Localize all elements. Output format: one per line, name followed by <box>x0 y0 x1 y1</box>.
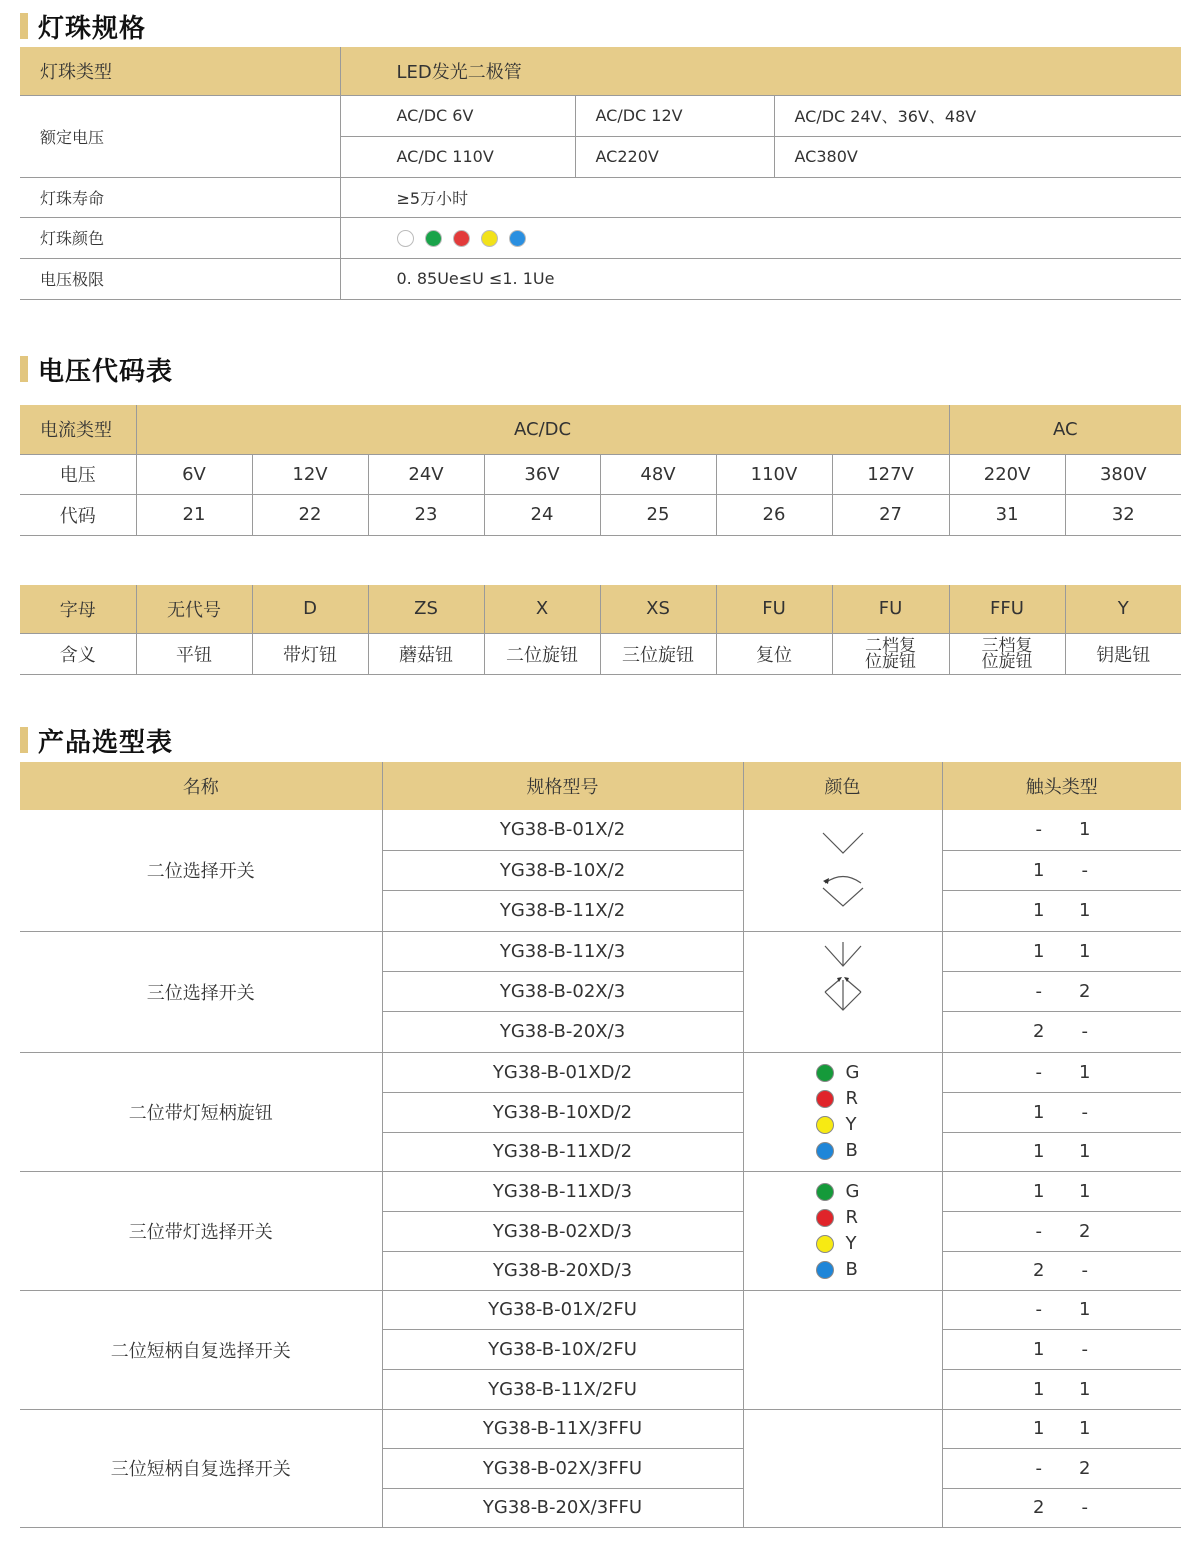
voltage-cell: 380V <box>1065 454 1181 494</box>
yellow-dot-icon <box>816 1235 834 1253</box>
contact-cell <box>942 971 1181 1011</box>
contact-no: 1 <box>1033 1101 1045 1123</box>
product-name: 二位带灯短柄旋钮 <box>20 1052 382 1171</box>
letter-cell: FFU <box>949 585 1065 633</box>
lamp-color-row <box>744 1257 942 1283</box>
contact-nc: 1 <box>1079 819 1091 841</box>
spec-voltage-cell: AC220V <box>575 136 774 177</box>
contact-no: 2 <box>1033 1497 1045 1518</box>
yellow-dot-icon <box>816 1116 834 1134</box>
lamp-color-row <box>744 1138 942 1164</box>
spec-life-label: 灯珠寿命 <box>20 177 340 217</box>
section-marker <box>20 13 28 39</box>
contact-no: - <box>1035 980 1042 1002</box>
lamp-color-row <box>744 1179 942 1205</box>
code-cell: 32 <box>1065 494 1181 535</box>
section-marker <box>20 727 28 753</box>
blue-dot-icon <box>509 230 526 247</box>
contact-nc: 1 <box>1079 900 1091 921</box>
contact-no: - <box>1035 1061 1042 1083</box>
lamp-color-row <box>744 1205 942 1231</box>
voltage-cell: 6V <box>136 454 252 494</box>
yellow-dot-icon <box>481 230 498 247</box>
contact-no: 1 <box>1033 900 1045 921</box>
model-cell: YG38-B-02X/3FFU <box>382 1448 743 1488</box>
contact-no: - <box>1035 1457 1042 1479</box>
voltage-cell: 220V <box>949 454 1065 494</box>
contact-no: 1 <box>1033 1378 1045 1400</box>
contact-no: - <box>1035 1299 1042 1320</box>
meaning-cell: 带灯钮 <box>252 633 368 674</box>
contact-no: 2 <box>1033 1021 1045 1042</box>
lamp-color-row <box>744 1060 942 1086</box>
code-cell: 21 <box>136 494 252 535</box>
green-dot-icon <box>425 230 442 247</box>
blue-dot-icon <box>816 1261 834 1279</box>
lamp-color-letter: Y <box>845 1113 857 1135</box>
contact-cell <box>942 1132 1181 1171</box>
model-cell: YG38-B-11XD/2 <box>382 1132 743 1171</box>
meaning-cell: 二档复 位旋钮 <box>832 633 949 674</box>
section-title-text: 电压代码表 <box>38 356 174 387</box>
contact-nc: 1 <box>1079 1061 1091 1083</box>
lamp-color-letter: R <box>845 1206 859 1228</box>
contact-no: 1 <box>1033 1141 1045 1162</box>
section-title-spec <box>20 10 146 42</box>
contact-nc: 1 <box>1079 1378 1091 1400</box>
contact-nc: 2 <box>1079 1220 1091 1242</box>
contact-nc: 1 <box>1079 1418 1091 1439</box>
header-color: 颜色 <box>743 762 942 810</box>
empty-color-cell <box>743 1290 942 1409</box>
contact-cell <box>942 1211 1181 1251</box>
model-cell: YG38-B-11XD/3 <box>382 1171 743 1211</box>
lamp-color-letter: R <box>845 1087 859 1109</box>
contact-cell <box>942 1369 1181 1409</box>
section-marker <box>20 356 28 382</box>
code-cell: 26 <box>716 494 832 535</box>
model-cell: YG38-B-11X/2FU <box>382 1369 743 1409</box>
contact-no: - <box>1035 819 1042 841</box>
spec-table <box>20 47 1181 300</box>
product-selection-table <box>20 762 1181 1528</box>
contact-cell <box>942 850 1181 890</box>
voltage-cell: 127V <box>832 454 949 494</box>
letter-cell: ZS <box>368 585 484 633</box>
contact-no: - <box>1035 1220 1042 1242</box>
meaning-label: 含义 <box>20 633 136 674</box>
section-title-voltage <box>20 353 173 385</box>
spec-color-label: 灯珠颜色 <box>20 217 340 258</box>
lamp-color-letter: B <box>845 1258 858 1280</box>
meaning-cell: 三位旋钮 <box>600 633 716 674</box>
letter-label: 字母 <box>20 585 136 633</box>
meaning-cell: 二位旋钮 <box>484 633 600 674</box>
contact-cell <box>942 1092 1181 1132</box>
lamp-color-cell <box>743 1171 942 1290</box>
contact-cell <box>942 1290 1181 1329</box>
code-cell: 23 <box>368 494 484 535</box>
contact-cell <box>942 1171 1181 1211</box>
letter-cell: 无代号 <box>136 585 252 633</box>
spec-limit-label: 电压极限 <box>20 258 340 299</box>
lamp-color-letter: G <box>845 1061 860 1083</box>
ac-header: AC <box>949 405 1181 454</box>
switch-diagram-cell <box>743 931 942 1052</box>
contact-nc: - <box>1081 1338 1088 1360</box>
contact-no: 2 <box>1033 1260 1045 1281</box>
contact-cell <box>942 1011 1181 1052</box>
red-dot-icon <box>816 1209 834 1227</box>
model-cell: YG38-B-10X/2FU <box>382 1329 743 1369</box>
meaning-cell: 三档复 位旋钮 <box>949 633 1065 674</box>
product-name: 二位短柄自复选择开关 <box>20 1290 382 1409</box>
green-dot-icon <box>816 1183 834 1201</box>
contact-no: 1 <box>1033 1338 1045 1360</box>
spec-voltage-cell: AC380V <box>774 136 1181 177</box>
voltage-row-label: 电压 <box>20 454 136 494</box>
acdc-header: AC/DC <box>136 405 949 454</box>
spec-type-label: 灯珠类型 <box>20 47 340 95</box>
model-cell: YG38-B-20X/3FFU <box>382 1488 743 1527</box>
model-cell: YG38-B-02X/3 <box>382 971 743 1011</box>
letter-meaning-table <box>20 585 1181 675</box>
voltage-cell: 48V <box>600 454 716 494</box>
lamp-color-letter: B <box>845 1139 858 1161</box>
spec-voltage-cell: AC/DC 110V <box>340 136 575 177</box>
lamp-color-letter: G <box>845 1180 860 1202</box>
contact-nc: 1 <box>1079 1141 1091 1162</box>
product-name: 三位短柄自复选择开关 <box>20 1409 382 1527</box>
red-dot-icon <box>816 1090 834 1108</box>
voltage-cell: 24V <box>368 454 484 494</box>
contact-cell <box>942 1488 1181 1527</box>
contact-cell <box>942 1409 1181 1448</box>
lamp-color-row <box>744 1231 942 1257</box>
spec-life-value: ≥5万小时 <box>340 177 1181 217</box>
voltage-cell: 36V <box>484 454 600 494</box>
letter-cell: Y <box>1065 585 1181 633</box>
lamp-color-row <box>744 1086 942 1112</box>
contact-cell <box>942 810 1181 850</box>
meaning-cell: 平钮 <box>136 633 252 674</box>
lamp-color-cell <box>743 1052 942 1171</box>
voltage-code-table <box>20 405 1181 536</box>
lamp-color-letter: Y <box>845 1232 857 1254</box>
model-cell: YG38-B-10XD/2 <box>382 1092 743 1132</box>
contact-nc: 1 <box>1079 1180 1091 1202</box>
contact-cell <box>942 1329 1181 1369</box>
contact-nc: 1 <box>1079 940 1091 962</box>
red-dot-icon <box>453 230 470 247</box>
letter-cell: XS <box>600 585 716 633</box>
letter-cell: X <box>484 585 600 633</box>
letter-cell: FU <box>716 585 832 633</box>
product-name: 三位带灯选择开关 <box>20 1171 382 1290</box>
contact-cell <box>942 1052 1181 1092</box>
product-name: 三位选择开关 <box>20 931 382 1052</box>
meaning-cell: 复位 <box>716 633 832 674</box>
section-title-text: 灯珠规格 <box>38 13 147 44</box>
model-cell: YG38-B-11X/2 <box>382 890 743 931</box>
contact-nc: 2 <box>1079 980 1091 1002</box>
spec-limit-value: 0. 85Ue≤U ≤1. 1Ue <box>340 258 1181 299</box>
contact-nc: 2 <box>1079 1457 1091 1479</box>
contact-nc: - <box>1081 859 1088 881</box>
contact-nc: - <box>1081 1497 1088 1518</box>
contact-no: 1 <box>1033 1180 1045 1202</box>
code-cell: 27 <box>832 494 949 535</box>
model-cell: YG38-B-20XD/3 <box>382 1251 743 1290</box>
white-dot-icon <box>397 230 414 247</box>
section-title-text: 产品选型表 <box>38 727 174 758</box>
contact-nc: - <box>1081 1260 1088 1281</box>
model-cell: YG38-B-11X/3FFU <box>382 1409 743 1448</box>
model-cell: YG38-B-01XD/2 <box>382 1052 743 1092</box>
three-position-switch-icon <box>813 934 873 1044</box>
spec-type-value: LED发光二极管 <box>340 47 1181 95</box>
model-cell: YG38-B-01X/2FU <box>382 1290 743 1329</box>
contact-cell <box>942 890 1181 931</box>
contact-nc: 1 <box>1079 1299 1091 1320</box>
spec-voltage-cell: AC/DC 12V <box>575 95 774 136</box>
meaning-cell: 蘑菇钮 <box>368 633 484 674</box>
contact-no: 1 <box>1033 859 1045 881</box>
empty-color-cell <box>743 1409 942 1527</box>
model-cell: YG38-B-20X/3 <box>382 1011 743 1052</box>
contact-cell <box>942 931 1181 971</box>
contact-nc: - <box>1081 1101 1088 1123</box>
green-dot-icon <box>816 1064 834 1082</box>
contact-nc: - <box>1081 1021 1088 1042</box>
code-cell: 22 <box>252 494 368 535</box>
model-cell: YG38-B-01X/2 <box>382 810 743 850</box>
model-cell: YG38-B-10X/2 <box>382 850 743 890</box>
letter-cell: FU <box>832 585 949 633</box>
lamp-color-row <box>744 1112 942 1138</box>
model-cell: YG38-B-11X/3 <box>382 931 743 971</box>
code-cell: 25 <box>600 494 716 535</box>
letter-cell: D <box>252 585 368 633</box>
contact-cell <box>942 1251 1181 1290</box>
contact-no: 1 <box>1033 1418 1045 1439</box>
two-position-switch-icon <box>813 818 873 918</box>
contact-no: 1 <box>1033 940 1045 962</box>
voltage-cell: 12V <box>252 454 368 494</box>
product-name: 二位选择开关 <box>20 810 382 931</box>
header-contact: 触头类型 <box>1025 777 1098 798</box>
blue-dot-icon <box>816 1142 834 1160</box>
voltage-cell: 110V <box>716 454 832 494</box>
header-model: 规格型号 <box>382 762 743 810</box>
header-name: 名称 <box>20 762 382 810</box>
contact-cell <box>942 1448 1181 1488</box>
current-type-label: 电流类型 <box>20 405 136 454</box>
meaning-cell: 钥匙钮 <box>1065 633 1181 674</box>
code-row-label: 代码 <box>20 494 136 535</box>
spec-voltage-label: 额定电压 <box>20 95 340 177</box>
spec-color-dots <box>340 217 1181 258</box>
section-title-selection <box>20 724 173 756</box>
code-cell: 24 <box>484 494 600 535</box>
switch-diagram-cell <box>743 810 942 931</box>
model-cell: YG38-B-02XD/3 <box>382 1211 743 1251</box>
spec-voltage-cell: AC/DC 24V、36V、48V <box>774 95 1181 136</box>
code-cell: 31 <box>949 494 1065 535</box>
spec-voltage-cell: AC/DC 6V <box>340 95 575 136</box>
